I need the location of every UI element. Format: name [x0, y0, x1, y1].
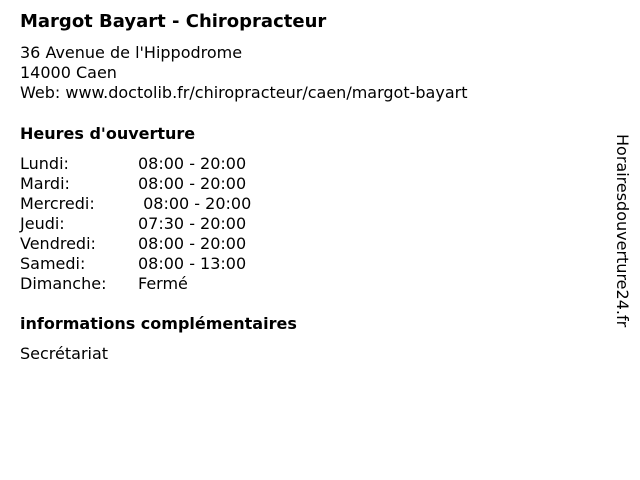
- street-address: 36 Avenue de l'Hippodrome: [20, 43, 243, 62]
- time-range: 08:00 - 13:00: [138, 254, 247, 273]
- day-label: Lundi:: [20, 154, 69, 173]
- website: Web: www.doctolib.fr/chiropracteur/caen/margot-bayart: [20, 83, 468, 102]
- address-block: [20, 43, 467, 103]
- time-range: Fermé: [138, 274, 188, 293]
- day-label: Samedi:: [20, 254, 86, 273]
- day-label: Mercredi:: [20, 194, 95, 213]
- day-label: Jeudi:: [20, 214, 65, 233]
- info-text: Secrétariat: [20, 344, 109, 363]
- page-title: Margot Bayart - Chiropracteur: [20, 11, 327, 32]
- city: 14000 Caen: [20, 63, 117, 82]
- watermark: Horairesdouverture24.fr: [613, 134, 632, 328]
- time-range: 08:00 - 20:00: [138, 154, 247, 173]
- time-range: 08:00 - 20:00: [138, 234, 247, 253]
- time-range: 08:00 - 20:00: [138, 194, 252, 213]
- time-range: 08:00 - 20:00: [138, 174, 247, 193]
- day-label: Vendredi:: [20, 234, 96, 253]
- hours-heading: Heures d'ouverture: [20, 124, 196, 143]
- info-heading: informations complémentaires: [20, 314, 297, 333]
- time-range: 07:30 - 20:00: [138, 214, 247, 233]
- day-label: Mardi:: [20, 174, 70, 193]
- day-label: Dimanche:: [20, 274, 107, 293]
